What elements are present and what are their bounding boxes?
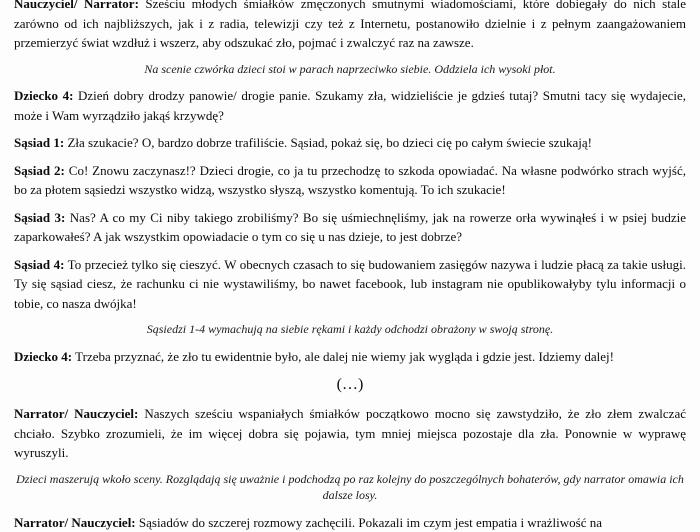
stage-direction: Na scenie czwórka dzieci stoi w parach naprzeciwko siebie. Oddziela ich wysoki płot. — [14, 61, 686, 78]
scene-break: (…) — [14, 374, 686, 396]
speaker-label: Narrator/ Nauczyciel: — [14, 515, 136, 530]
speaker-label: Sąsiad 3: — [14, 210, 65, 225]
speaker-label: Nauczyciel/ Narrator: — [14, 0, 139, 11]
speaker-label: Dziecko 4: — [14, 349, 72, 364]
dialogue-text: Co! Znowu zaczynasz!? Dzieci drogie, co ja tu przechodzę to szkoda opowiadać. Na własne podwórko strach wyjść, bo za płotem sąsiedzi wszystko widzą, wszystko słyszą, wszystko komentują. To ich szukacie! — [14, 163, 686, 198]
dialogue-paragraph — [14, 0, 686, 53]
speaker-label: Sąsiad 4: — [14, 257, 64, 272]
dialogue-text: To przecież tylko się cieszyć. W obecnych czasach to się budowaniem zasięgów nazywa i ludzie płacą za takie usługi. Ty się sąsiad ciesz, że rachunku ci nie wystawiliśmy, bo nawet facebook, lub instagram nie opublikowałyby tylu informacji o tobie, co nasza dwójka! — [14, 257, 686, 311]
dialogue-text: Zła szukacie? O, bardzo dobrze trafiliście. Sąsiad, pokaż się, bo dzieci cię po całym świecie szukają! — [64, 135, 592, 150]
speaker-label: Sąsiad 1: — [14, 135, 64, 150]
dialogue-paragraph — [14, 404, 686, 463]
dialogue-paragraph — [14, 255, 686, 314]
stage-direction: Dzieci maszerują wkoło sceny. Rozglądają się uważnie i podchodzą po raz kolejny do poszczególnych bohaterów, gdy narrator omawia ich dalsze losy. — [14, 471, 686, 504]
dialogue-text: Trzeba przyznać, że zło tu ewidentnie było, ale dalej nie wiemy jak wygląda i gdzie jest. Idziemy dalej! — [72, 349, 614, 364]
dialogue-paragraph — [14, 133, 686, 153]
dialogue-paragraph — [14, 208, 686, 247]
dialogue-text: Nas? A co my Ci niby takiego zrobiliśmy? Bo się uśmiechnęliśmy, jak na rowerze orła wywinąłeś i w psiej budzie zaparkowałeś? A jak wszystkim opowiadacie o tym co się u nas dzieje, to jest dobrze? — [14, 210, 686, 245]
dialogue-paragraph — [14, 513, 686, 532]
stage-direction: Sąsiedzi 1-4 wymachują na siebie rękami i każdy odchodzi obrażony w swoją stronę. — [14, 321, 686, 338]
dialogue-text: Sześciu młodych śmiałków zmęczonych smutnymi wiadomościami, które dobiegały do nich stale zarówno od ich najbliższych, jak i z radia, telewizji czy też z Internetu, postanowiło dzielnie i z pełnym zaangażowaniem przemierzyć świat wzdłuż i wszerz, aby odszukać zło, pojmać i zwalczyć raz na zawsze. — [14, 0, 686, 50]
dialogue-text: Dzień dobry drodzy panowie/ drogie panie. Szukamy zła, widzieliście je gdzieś tutaj? Smutni tacy się wydajecie, może i Wam wyrządziło jakąś krzywdę? — [14, 88, 686, 123]
dialogue-text: Sąsiadów do szczerej rozmowy zachęcili. Pokazali im czym jest empatia i wrażliwość na — [136, 515, 602, 530]
speaker-label: Narrator/ Nauczyciel: — [14, 406, 138, 421]
dialogue-paragraph — [14, 86, 686, 125]
dialogue-paragraph — [14, 347, 686, 367]
speaker-label: Sąsiad 2: — [14, 163, 65, 178]
speaker-label: Dziecko 4: — [14, 88, 73, 103]
dialogue-text: Naszych sześciu wspaniałych śmiałków początkowo mocno się zawstydziło, że zło złem zwalczać chciało. Szybko zrozumieli, że im więcej dobra się pojawia, tym mniej miejsca pozostaje dla zła. Ponownie w wyprawę wyruszyli. — [14, 406, 686, 460]
dialogue-paragraph — [14, 161, 686, 200]
